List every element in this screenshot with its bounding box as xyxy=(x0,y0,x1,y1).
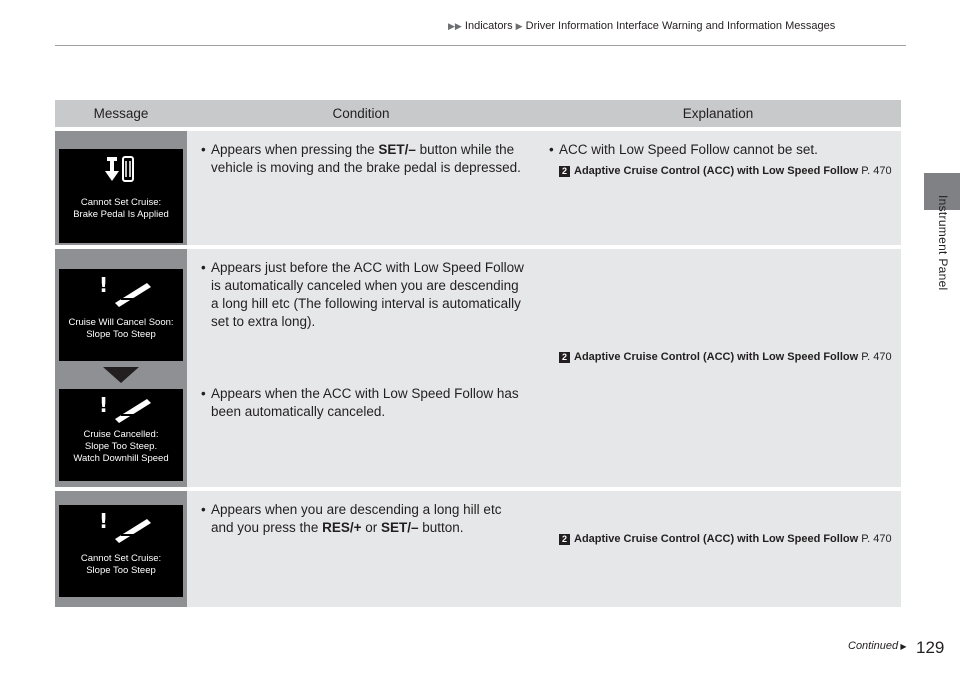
breadcrumb-item-messages[interactable]: Driver Information Interface Warning and Information Messages xyxy=(525,20,836,32)
section-tab-label: Instrument Panel xyxy=(936,195,950,291)
display-screen xyxy=(59,269,183,361)
condition-cell xyxy=(187,131,535,245)
screen-message: Cannot Set Cruise: Brake Pedal Is Applied xyxy=(73,197,169,220)
display-screen xyxy=(59,389,183,481)
explanation-cell xyxy=(535,249,901,487)
reference-arrow-icon: 2 xyxy=(559,352,570,363)
explanation-text: • ACC with Low Speed Follow cannot be set. xyxy=(549,141,893,159)
screen-message: Cannot Set Cruise: Slope Too Steep xyxy=(80,553,162,576)
message-cell xyxy=(55,491,187,607)
message-cell xyxy=(55,131,187,245)
column-header-message: Message xyxy=(55,100,187,127)
cross-reference-link[interactable]: 2 Adaptive Cruise Control (ACC) with Low Speed Follow P. 470 xyxy=(549,531,893,547)
message-cell xyxy=(55,249,187,487)
down-arrow-icon xyxy=(103,367,139,383)
message-table xyxy=(55,96,901,611)
breadcrumb-arrow-icon: ▶ xyxy=(515,21,523,31)
cross-reference-link[interactable]: 2 Adaptive Cruise Control (ACC) with Low Speed Follow P. 470 xyxy=(549,349,893,365)
continued-label: Continued ▶ xyxy=(848,640,907,652)
table-row xyxy=(55,131,901,245)
explanation-cell xyxy=(535,491,901,607)
display-screen xyxy=(59,149,183,243)
table-row xyxy=(55,249,901,487)
reference-arrow-icon: 2 xyxy=(559,166,570,177)
screen-message: Cruise Cancelled: Slope Too Steep. Watch Downhill Speed xyxy=(73,429,169,464)
reference-arrow-icon: 2 xyxy=(559,534,570,545)
slope-warning-icon: ! xyxy=(59,389,183,429)
condition-text: • Appears just before the ACC with Low Speed Follow is automatically canceled when you are descending a long hill etc (The following interval is automatically set to extra long). xyxy=(201,259,527,331)
slope-warning-icon: ! xyxy=(59,269,183,317)
table-header-row xyxy=(55,100,901,127)
column-header-condition: Condition xyxy=(187,100,535,127)
cross-reference-link[interactable]: 2 Adaptive Cruise Control (ACC) with Low Speed Follow P. 470 xyxy=(549,163,893,179)
header-divider xyxy=(55,45,906,46)
page-number: 129 xyxy=(916,638,945,657)
display-screen xyxy=(59,505,183,597)
breadcrumb-arrow-icon: ▶▶ xyxy=(448,21,462,31)
explanation-cell xyxy=(535,131,901,245)
column-header-explanation: Explanation xyxy=(535,100,901,127)
table-row xyxy=(55,491,901,607)
breadcrumb-item-indicators[interactable]: Indicators xyxy=(464,20,513,32)
continued-arrow-icon: ▶ xyxy=(898,642,907,651)
condition-cell xyxy=(187,491,535,607)
condition-text: • Appears when pressing the SET/– button while the vehicle is moving and the brake pedal is depressed. xyxy=(201,141,527,177)
breadcrumb xyxy=(448,20,908,32)
screen-message: Cruise Will Cancel Soon: Slope Too Steep xyxy=(68,317,174,340)
condition-text: • Appears when you are descending a long hill etc and you press the RES/+ or SET/– button. xyxy=(201,501,527,537)
slope-warning-icon: ! xyxy=(59,505,183,553)
brake-pedal-icon xyxy=(59,149,183,197)
condition-text: • Appears when the ACC with Low Speed Follow has been automatically canceled. xyxy=(201,385,527,421)
condition-cell xyxy=(187,249,535,487)
